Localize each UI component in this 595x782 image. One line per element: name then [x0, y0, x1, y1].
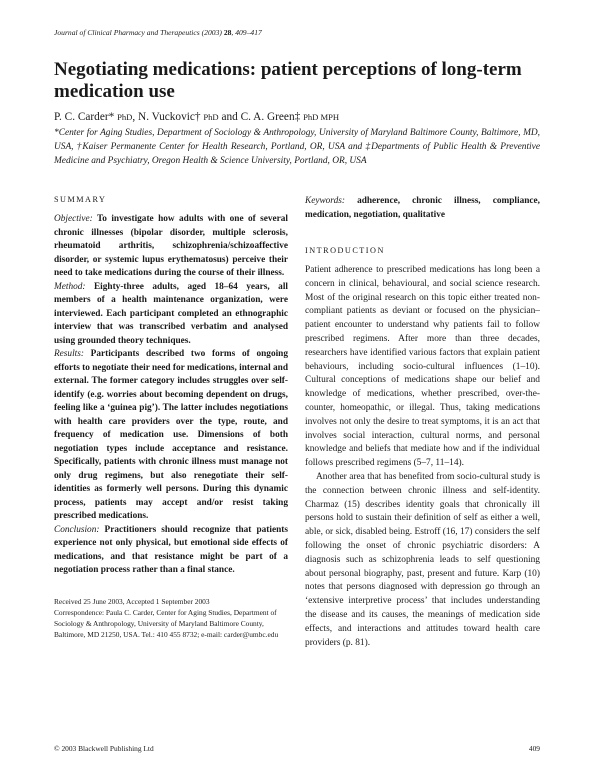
- keywords-list: adherence, chronic illness, compliance, medication, negotiation, qualitative: [305, 196, 540, 220]
- summary-label: Method:: [54, 281, 86, 292]
- two-column-body: [54, 190, 540, 650]
- body-paragraph: Patient adherence to prescribed medications has long been a concern in clinical, behavioural, and social science research. Most of the original research on this topic either treated non-compliant patients as deviant or focused on the physician–patient encounter to understand why patients fail to follow prescribed regimens. After more than three decades, researchers have identified various factors that explain patient behaviours, including socio-cultural influences (1–10). Cultural conceptions of medications shape our belief and knowledge of medications, whether prescribed, over-the-counter, homeopathic, or illegal. Thus, taking medications involves not only the desire to treat symptoms, it is an act that involves social interaction, cultural norms, and personal knowledge and beliefs that mediate how and if the individual follows prescribed regimens (5–7, 11–14).: [305, 265, 540, 469]
- author-name: N. Vuckovic†: [138, 111, 201, 123]
- article-title: Negotiating medications: patient perceptions of long-term medication use: [54, 59, 522, 102]
- author-separator: and: [218, 111, 241, 123]
- journal-name: Journal of Clinical Pharmacy and Therapeutics: [54, 28, 200, 37]
- copyright-notice: © 2003 Blackwell Publishing Ltd: [54, 744, 154, 753]
- author-name: C. A. Green‡: [240, 111, 301, 123]
- summary-text: Practitioners should recognize that patients experience not only physical, but emotional side effects of medications, and that resistance might be part of a negotiation process rather than a final stance.: [54, 524, 288, 575]
- summary-paragraph: [54, 348, 288, 524]
- summary-label: Results:: [54, 349, 84, 359]
- journal-year: (2003): [201, 28, 222, 37]
- introduction-text: [305, 264, 540, 650]
- right-column: [305, 190, 540, 650]
- summary-text: Participants described two forms of ongoing efforts to negotiate their need for medications, internal and external. The former category includes struggles over self-identify (e.g. worries about becoming dependent on drugs, feeling like a ‘guinea pig’). The latter includes negotiations with health care providers over the type, route, and frequency of medication use. Dimensions of both negotiation types include acceptance and resistance. Specifically, patients with chronic illness must manage not only drug regimens, but also renegotiate their self-identities as formerly well persons. During this dynamic process, patients may accept and/or resist taking prescribed medications.: [54, 349, 288, 521]
- summary-text: Eighty-three adults, aged 18–64 years, all members of a health maintenance organization, were interviewed. Each participant completed an ethnographic interview that was transcribed verbatim and analysed using grounded theory techniques.: [54, 281, 288, 346]
- keywords: [305, 194, 540, 222]
- summary-paragraph: [54, 524, 288, 578]
- author-name: P. C. Carder*: [54, 111, 115, 123]
- author-separator: ,: [132, 111, 139, 123]
- correspondence-address: Correspondence: Paula C. Carder, Center for Aging Studies, Department of Sociology & Anthropology, University of Maryland Baltimore County, Baltimore, MD 21250, USA. Tel.: 410 455 8732; e-mail: carder@umbc.edu: [54, 607, 279, 639]
- page-number: 409: [528, 744, 540, 753]
- affiliations: *Center for Aging Studies, Department of Sociology & Anthropology, University of Maryland Baltimore County, Baltimore, MD, USA, †Kaiser Permanente Center for Health Research, Portland, OR, USA and ‡Departments of Public Health & Preventive Medicine and Psychiatry, Oregon Health & Science University, Portland, OR, USA: [54, 128, 540, 166]
- received-correspondence: [54, 596, 288, 640]
- page-footer: [54, 744, 540, 753]
- summary-label: Conclusion:: [54, 524, 100, 535]
- summary-label: Objective:: [54, 214, 93, 224]
- introduction-heading: INTRODUCTION: [305, 246, 385, 255]
- journal-volume: 28: [223, 28, 232, 37]
- summary-paragraph: [54, 213, 288, 281]
- author-list: [54, 111, 540, 123]
- author-degree: PhD MPH: [303, 112, 340, 122]
- body-paragraph: Another area that has benefited from socio-cultural study is the connection between chronic illness and self-identity. Charmaz (15) describes identity goals that chronically ill persons hold to sustain their definition of self as either a well, able, or sick, disabled being. Estroff (16, 17) considers the self following the onset of chronic psychiatric disorders: A diagnosis such as schizophrenia leads to self questioning about personal biography, past, present and future. Karp (10) notes that persons diagnosed with depression go through an ‘extensive interpretive process’ that includes understanding the disease and its causes, the meanings of medication side effects, and interactions and attitudes toward health care providers (p. 81).: [305, 471, 540, 648]
- summary-abstract: [54, 213, 288, 578]
- summary-paragraph: [54, 281, 288, 349]
- keywords-label: Keywords:: [305, 196, 345, 206]
- running-header: [54, 28, 540, 37]
- received-dates: Received 25 June 2003, Accepted 1 September 2003: [54, 596, 210, 606]
- summary-text: To investigate how adults with one of several chronic illnesses (bipolar disorder, multiple sclerosis, rheumatoid arthritis, schizophrenia/schizoaffective disorder, or systemic lupus erythematosus) perceive their need to take medications during the course of their illness.: [54, 214, 288, 278]
- author-degree: PhD: [117, 112, 133, 122]
- journal-pages: , 409–417: [231, 28, 262, 37]
- author-degree: PhD: [203, 112, 219, 122]
- left-column: [54, 190, 288, 650]
- summary-heading: SUMMARY: [54, 195, 107, 204]
